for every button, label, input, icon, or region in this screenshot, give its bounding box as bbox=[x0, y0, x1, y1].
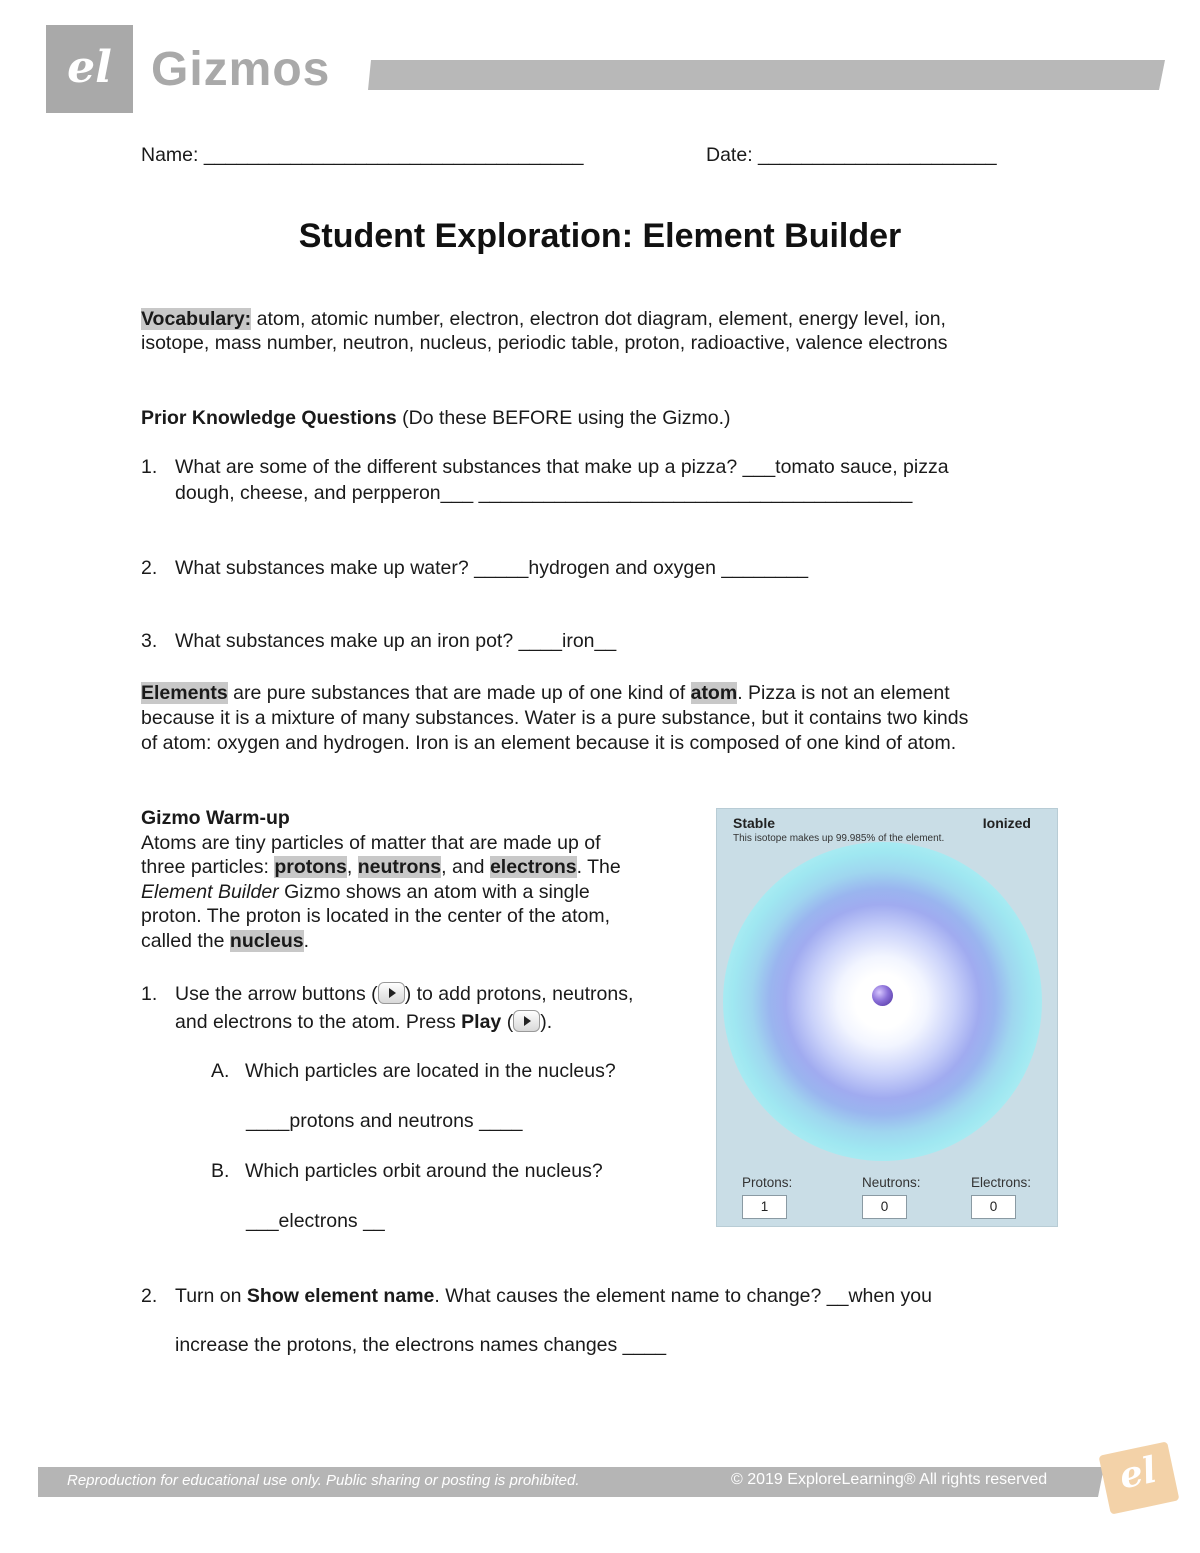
play-button-icon bbox=[513, 1010, 540, 1032]
date-blank: ______________________ bbox=[758, 144, 997, 166]
question-1b-answer: ___electrons __ bbox=[246, 1210, 385, 1232]
prior-question-1-line-2: dough, cheese, and perpperon___ ________________________________________ bbox=[175, 482, 913, 504]
question-1a: A. Which particles are located in the nucleus? bbox=[211, 1060, 616, 1082]
protons-label: Protons: bbox=[742, 1175, 793, 1190]
arrow-button-icon bbox=[378, 982, 405, 1004]
stable-label: Stable bbox=[733, 815, 776, 831]
vocabulary-label: Vocabulary: bbox=[141, 308, 252, 330]
isotope-abundance-text: This isotope makes up 99.985% of the element. bbox=[733, 833, 945, 844]
elements-paragraph-line-3: of atom: oxygen and hydrogen. Iron is an element because it is composed of one kind of atom. bbox=[141, 732, 957, 754]
warmup-question-2-line-2: increase the protons, the electrons names changes ____ bbox=[175, 1334, 667, 1356]
prior-question-3: 3. What substances make up an iron pot? ____iron__ bbox=[141, 630, 617, 652]
vocabulary-line-2: isotope, mass number, neutron, nucleus, periodic table, proton, radioactive, valence electrons bbox=[141, 332, 948, 354]
warmup-line-5: called the nucleus. bbox=[141, 930, 310, 952]
neutrons-label: Neutrons: bbox=[862, 1175, 921, 1190]
elements-paragraph-line-2: because it is a mixture of many substances. Water is a pure substance, but it contains two kinds bbox=[141, 707, 969, 729]
prior-question-2: 2. What substances make up water? _____hydrogen and oxygen ________ bbox=[141, 557, 809, 579]
header-bar bbox=[368, 60, 1165, 90]
element-builder-gizmo bbox=[716, 808, 1058, 1227]
protons-count: 1 bbox=[742, 1195, 787, 1219]
question-1a-answer: ____protons and neutrons ____ bbox=[246, 1110, 523, 1132]
page-title: Student Exploration: Element Builder bbox=[298, 217, 902, 255]
footer-copyright: © 2019 ExploreLearning® All rights reserved bbox=[731, 1471, 1048, 1488]
warmup-question-1-line-2: and electrons to the atom. Press Play ( ). bbox=[175, 1011, 553, 1033]
name-label: Name: bbox=[141, 144, 199, 166]
gizmos-brand: Gizmos bbox=[151, 43, 331, 96]
warmup-line-1: Atoms are tiny particles of matter that are made up of bbox=[141, 832, 601, 854]
electrons-label: Electrons: bbox=[971, 1175, 1032, 1190]
date-label: Date: bbox=[706, 144, 753, 166]
warmup-question-1: 1. Use the arrow buttons ( ) to add protons, neutrons, bbox=[141, 983, 634, 1005]
warmup-line-3: Element Builder Gizmo shows an atom with a single bbox=[141, 881, 590, 903]
prior-question-1: 1. What are some of the different substances that make up a pizza? ___tomato sauce, pizza bbox=[141, 456, 949, 478]
elements-paragraph-line-1: Elements are pure substances that are made up of one kind of atom. Pizza is not an element bbox=[141, 682, 950, 704]
ionized-label: Ionized bbox=[982, 815, 1031, 831]
name-field bbox=[141, 143, 583, 168]
footer-notice: Reproduction for educational use only. Public sharing or posting is prohibited. bbox=[67, 1472, 580, 1489]
nucleus-proton bbox=[872, 985, 893, 1006]
explorelearning-logo: el bbox=[46, 25, 133, 113]
name-blank: ___________________________________ bbox=[203, 144, 584, 166]
warmup-question-2: 2. Turn on Show element name. What causes the element name to change? __when you bbox=[141, 1285, 932, 1307]
electrons-count: 0 bbox=[971, 1195, 1016, 1219]
question-1b: B. Which particles orbit around the nucleus? bbox=[211, 1160, 603, 1182]
prior-knowledge-heading: Prior Knowledge Questions (Do these BEFORE using the Gizmo.) bbox=[141, 407, 731, 429]
neutrons-count: 0 bbox=[862, 1195, 907, 1219]
vocabulary-line-1: Vocabulary: atom, atomic number, electron, electron dot diagram, element, energy level, ion, bbox=[141, 308, 946, 330]
warmup-heading: Gizmo Warm-up bbox=[141, 807, 290, 829]
warmup-line-4: proton. The proton is located in the center of the atom, bbox=[141, 905, 611, 927]
warmup-line-2: three particles: protons, neutrons, and electrons. The bbox=[141, 856, 621, 878]
footer-logo: el bbox=[1099, 1441, 1180, 1514]
date-field bbox=[706, 143, 997, 168]
